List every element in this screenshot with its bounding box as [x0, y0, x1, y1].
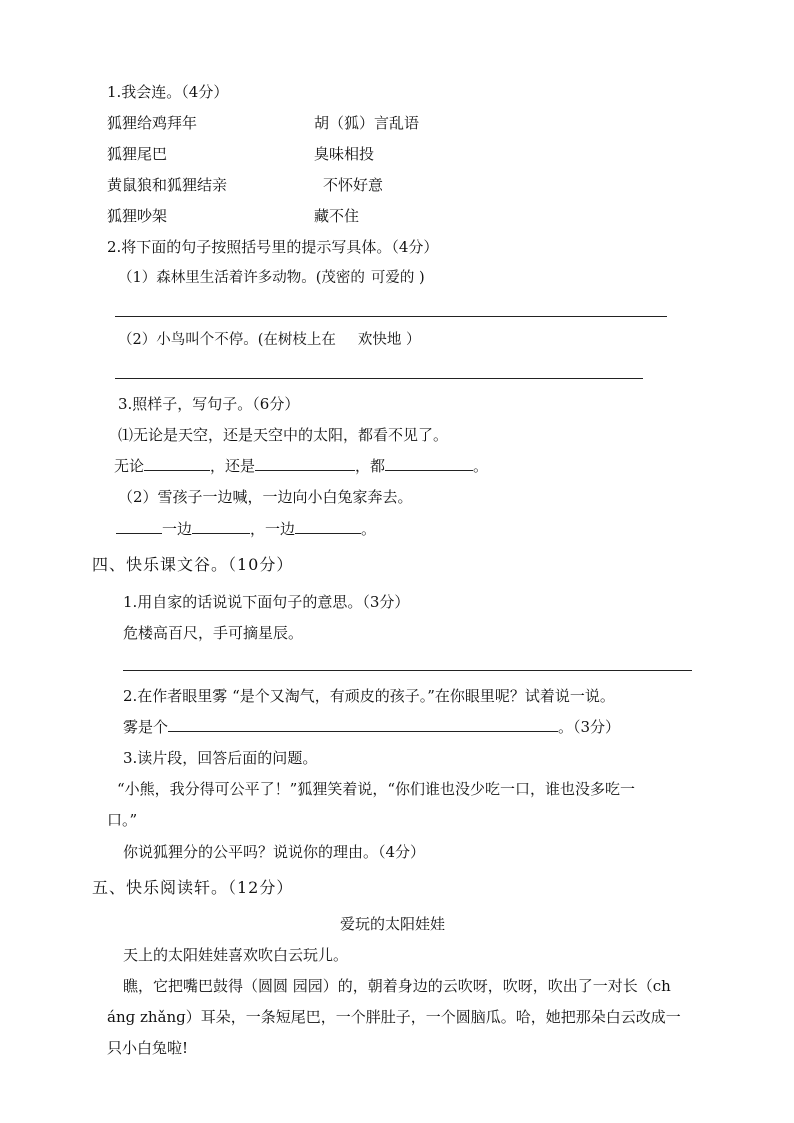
- q2-item1-hint: 可爱的 ): [370, 270, 425, 286]
- section-4-heading: 四、快乐课文谷。（10分）: [92, 555, 294, 574]
- frame-word: 。: [473, 457, 489, 475]
- match-left-item: 狐狸给鸡拜年: [107, 114, 198, 132]
- passage-paragraph: 瞧，它把嘴巴鼓得（圆圆 园园）的，朝着身边的云吹呀，吹呀，吹出了一对长（ch: [123, 977, 671, 995]
- fill-blank[interactable]: [168, 717, 558, 732]
- frame-word: 雾是个: [123, 718, 169, 736]
- fill-blank[interactable]: [192, 519, 250, 534]
- q2-item2: [118, 330, 421, 350]
- s4-q1-quote: 危楼高百尺，手可摘星辰。: [123, 624, 304, 642]
- match-left-item: 狐狸吵架: [107, 207, 168, 225]
- fill-blank[interactable]: [295, 519, 361, 534]
- s4-q3-question: 你说狐狸分的公平吗？说说你的理由。（4分）: [123, 843, 426, 861]
- answer-line[interactable]: [123, 670, 692, 671]
- answer-line[interactable]: [115, 378, 643, 379]
- q2-item2-hint: 欢快地 ）: [357, 332, 421, 348]
- frame-word: 。（3分）: [558, 718, 621, 736]
- frame-word: 。: [361, 520, 377, 538]
- frame-word: ，一边: [250, 520, 296, 538]
- q2-item1: [118, 268, 425, 288]
- match-right-item: 不怀好意: [323, 176, 384, 194]
- match-right-item: 藏不住: [314, 207, 360, 225]
- frame-word: 一边: [162, 520, 193, 538]
- passage-paragraph: 天上的太阳娃娃喜欢吹白云玩儿。: [123, 946, 349, 964]
- passage-paragraph-cont: 只小白兔啦!: [107, 1039, 189, 1057]
- q2-item1-text: （1）森林里生活着许多动物。(茂密的: [118, 270, 365, 286]
- frame-word: ，还是: [210, 457, 256, 475]
- match-right-item: 胡（狐）言乱语: [314, 114, 420, 132]
- q2-heading: 2.将下面的句子按照括号里的提示写具体。（4分）: [107, 238, 439, 256]
- fill-blank[interactable]: [255, 456, 355, 471]
- fill-blank[interactable]: [144, 456, 210, 471]
- passage-paragraph-cont: ánɡ zhǎnɡ）耳朵，一条短尾巴，一个胖肚子，一个圆脑瓜。哈，她把那朵白云改成一: [107, 1008, 681, 1026]
- frame-word: 无论: [114, 457, 145, 475]
- fill-blank[interactable]: [116, 519, 162, 534]
- s4-q1-heading: 1.用自家的话说说下面句子的意思。（3分）: [123, 593, 410, 611]
- fill-blank[interactable]: [385, 456, 473, 471]
- s4-q3-paragraph-cont: 口。”: [107, 811, 138, 829]
- s4-q3-paragraph: “小熊，我分得可公平了！”狐狸笑着说，“你们谁也没少吃一口，谁也没多吃一: [117, 780, 636, 798]
- frame-word: ，都: [355, 457, 386, 475]
- q3-frame2: [116, 519, 376, 539]
- section-5-heading: 五、快乐阅读轩。（12分）: [92, 878, 294, 897]
- s4-q2-text: 2.在作者眼里雾 “是个又淘气，有顽皮的孩子。”在你眼里呢？试着说一说。: [123, 687, 615, 705]
- answer-line[interactable]: [115, 316, 667, 317]
- s4-q2-frame: [123, 717, 620, 737]
- q3-example2: （2）雪孩子一边喊，一边向小白兔家奔去。: [118, 488, 413, 506]
- q3-example1: ⑴无论是天空，还是天空中的太阳，都看不见了。: [118, 426, 449, 444]
- q1-heading: 1.我会连。（4分）: [107, 83, 229, 101]
- q3-heading: 3.照样子，写句子。（6分）: [118, 395, 300, 413]
- q2-item2-text: （2）小鸟叫个不停。(在树枝上在: [118, 332, 336, 348]
- passage-title: 爱玩的太阳娃娃: [340, 915, 446, 933]
- q3-frame1: [114, 456, 488, 476]
- match-left-item: 狐狸尾巴: [107, 145, 168, 163]
- match-right-item: 臭味相投: [314, 145, 375, 163]
- s4-q3-heading: 3.读片段，回答后面的问题。: [123, 749, 318, 767]
- match-left-item: 黄鼠狼和狐狸结亲: [107, 176, 228, 194]
